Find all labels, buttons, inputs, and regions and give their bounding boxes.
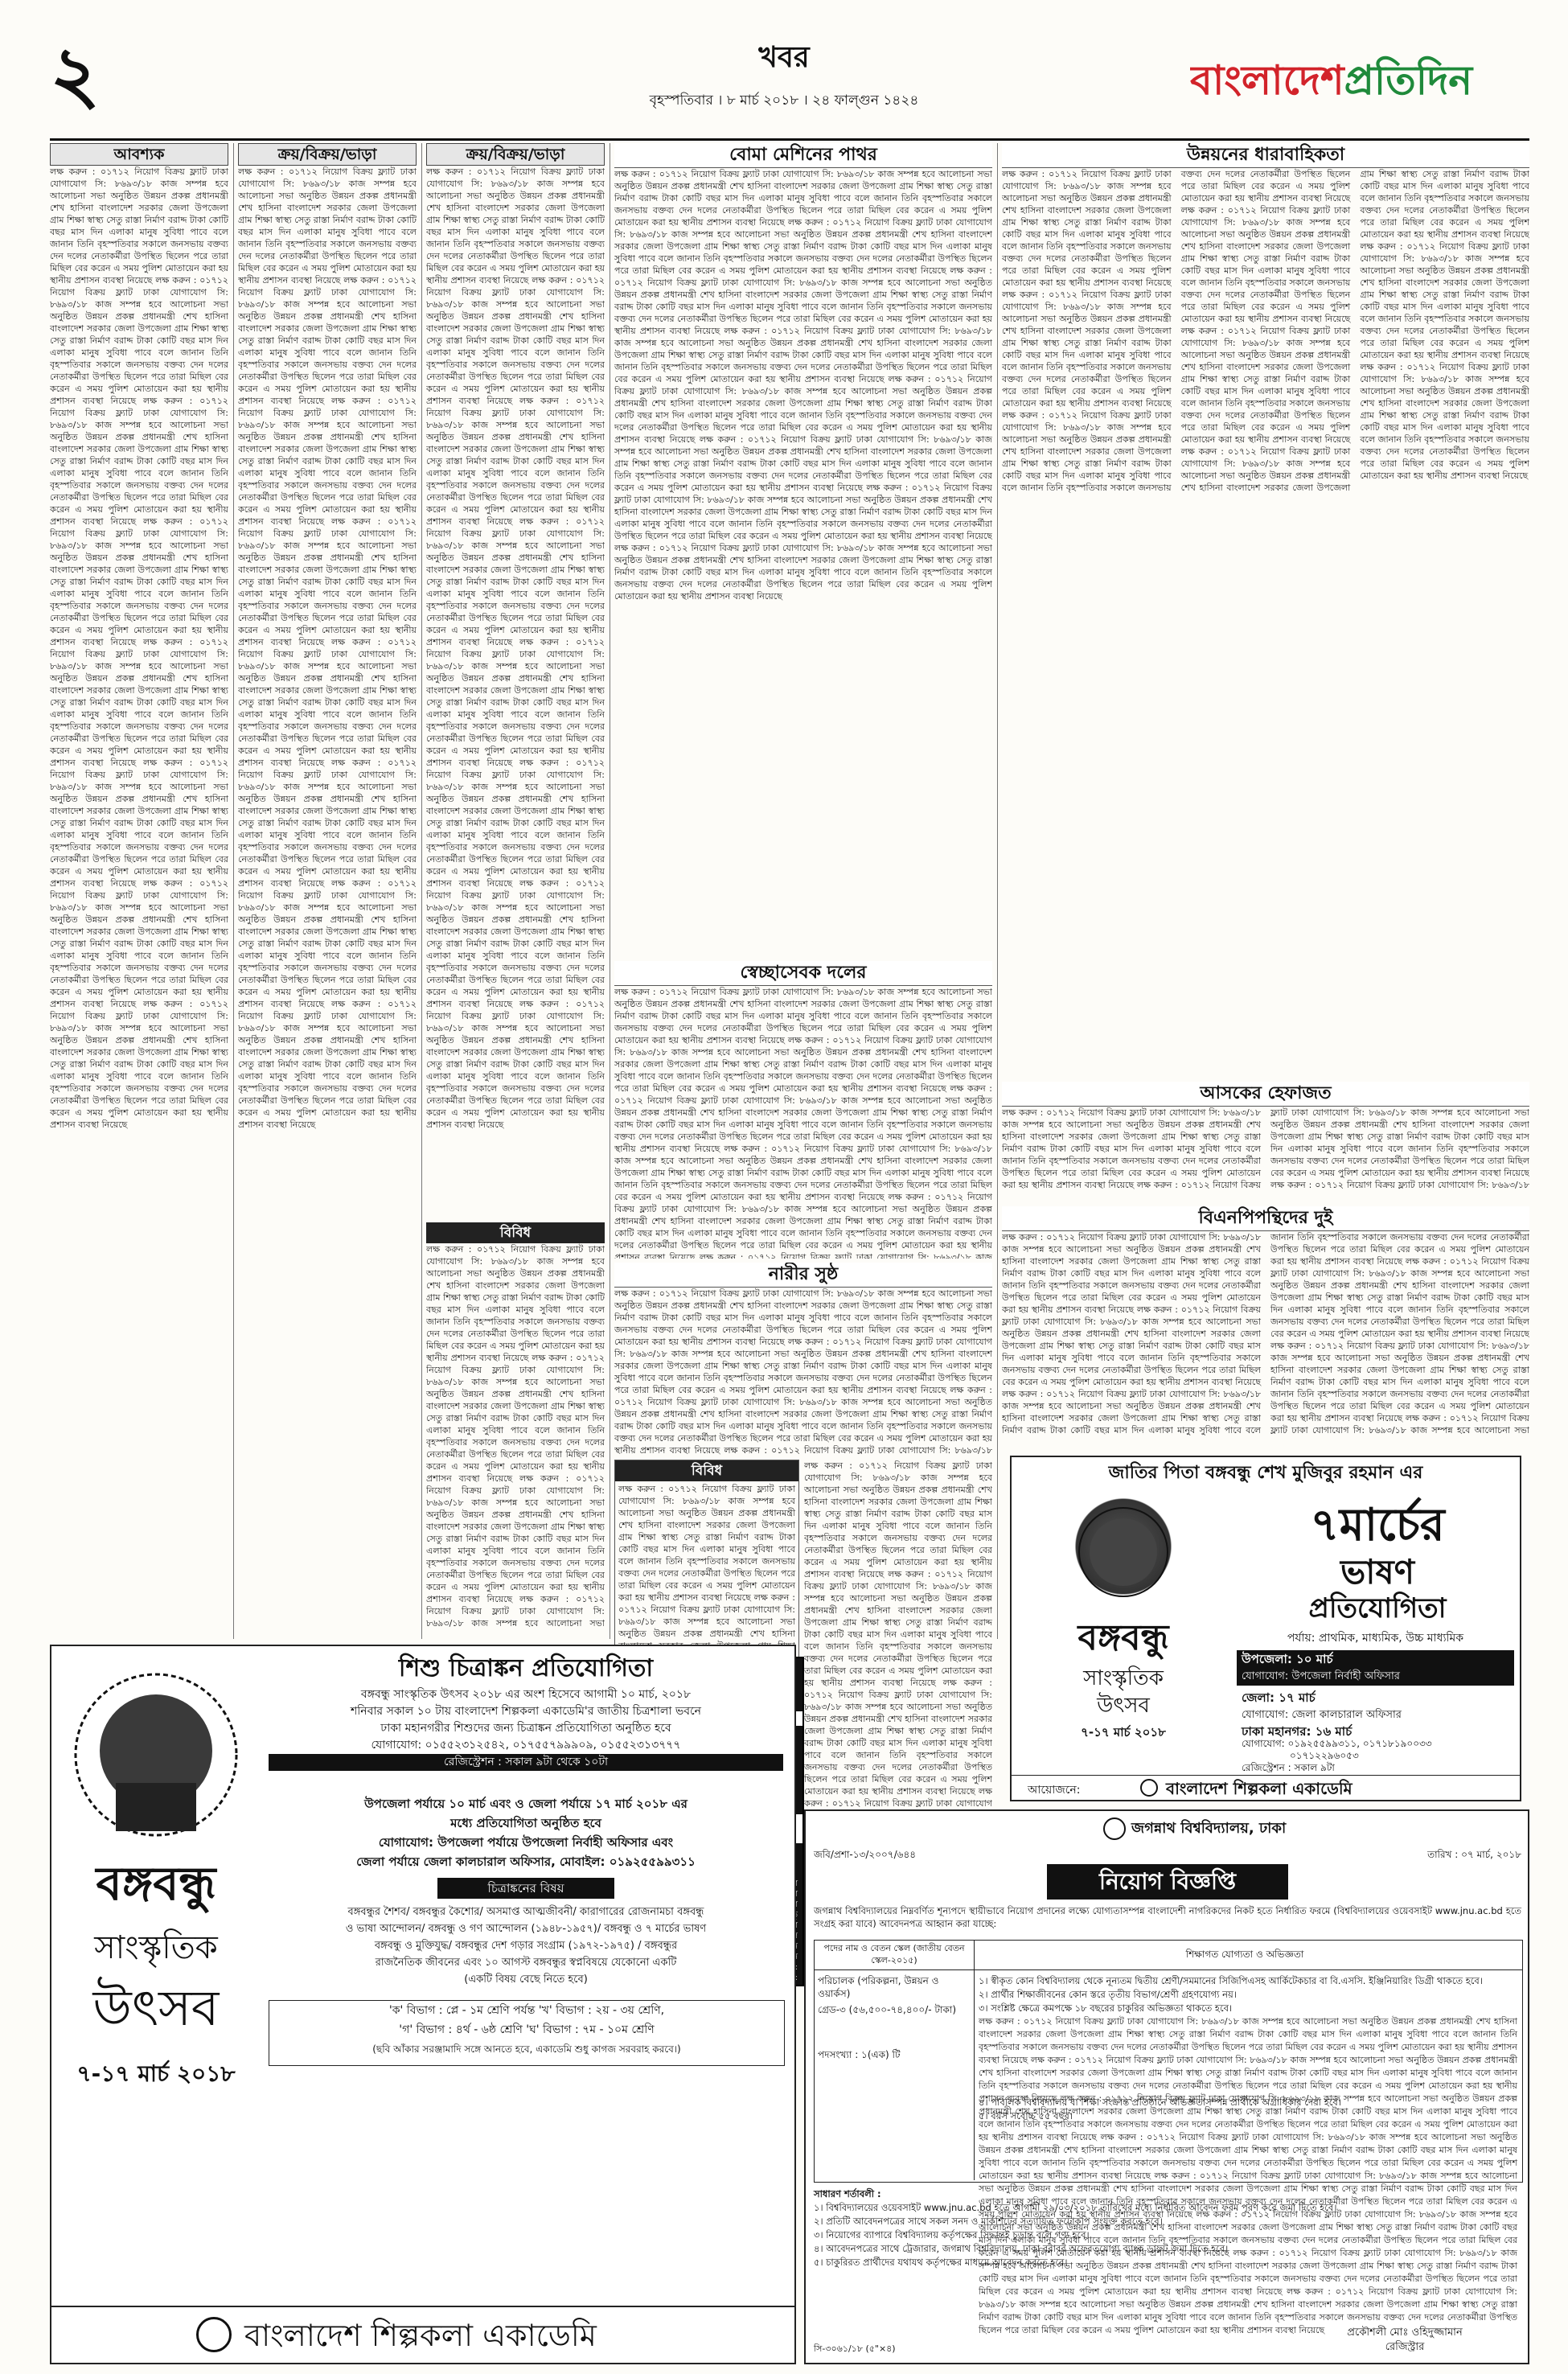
ad-title: শিশু চিত্রাঙ্কন প্রতিযোগিতা <box>398 1654 654 1682</box>
topics <box>269 1904 783 1992</box>
story-body <box>1002 168 1529 1073</box>
groups <box>269 2000 785 2066</box>
column-heading-buy-sell: ক্রয়/বিক্রয়/ভাড়া <box>238 143 417 166</box>
jnu-recruitment-ad[interactable] <box>804 1809 1529 2364</box>
story-bnp <box>1002 1206 1529 1448</box>
story-headline: উন্নয়নের ধারাবাহিকতা <box>1002 143 1529 168</box>
bangabandhu-portrait <box>1023 1496 1224 1608</box>
story-body <box>614 986 992 1255</box>
story-body <box>1002 1107 1529 1199</box>
portrait-sketch-icon <box>60 1662 252 1847</box>
column-heading-buy-sell-2: ক্রয়/বিক্রয়/ভাড়া <box>426 143 605 166</box>
column-heading-misc: বিবিধ <box>426 1222 605 1243</box>
ad-body <box>269 1686 783 1791</box>
ad-top-line: জাতির পিতা বঙ্গবন্ধু শেখ মুজিবুর রহমান এর <box>1108 1463 1423 1483</box>
classifieds-column-3 <box>426 143 605 1639</box>
story-body <box>614 168 992 952</box>
qualification-cell <box>979 1974 1517 2123</box>
academy-logo-icon <box>196 2317 232 2352</box>
ad-line: বঙ্গবন্ধুর শৈশব/ বঙ্গবন্ধুর কৈশোর/ অসমাপ্ত আত্মজীবনী/ কারাগারের রোজনামচা বঙ্গবন্ধু <box>347 1906 704 1918</box>
ad-zila <box>1237 1689 1514 1724</box>
post-name: পরিচালক (পরিকল্পনা, উন্নয়ন ও ওয়ার্কস) <box>818 1975 939 1999</box>
story-headline: স্বেচ্ছাসেবক দলের <box>614 961 992 986</box>
ad-line: (ছবি আঁকার সরঞ্জামাদি সঙ্গে আনতে হবে, একাডেমি শুধু কাগজ সরবরাহ করবে।) <box>372 2043 681 2055</box>
conditions-heading: সাধারণ শর্তাবলী : <box>814 2188 881 2199</box>
qualification-item: ১। স্বীকৃত কোন বিশ্ববিদ্যালয় থেকে নূন্যতম দ্বিতীয় শ্রেণী/সমমানের সিজিপিএসহ আর্কিটেকচার বা বি.এসসি. ইঞ্জিনিয়ারিং ডিগ্রী থাকতে হবে। <box>979 1975 1483 1986</box>
story-boma <box>614 143 992 955</box>
issue-date: বৃহস্পতিবার । ৮ মার্চ ২০১৮ । ২৪ ফাল্গুন ১৪২৪ <box>649 92 919 109</box>
organizer-bar <box>51 2306 794 2364</box>
qualification-item: ৩। সংশ্লিষ্ট ক্ষেত্রে কমপক্ষে ১৮ বছরের চাকুরির অভিজ্ঞতা থাকতে হবে। <box>979 2002 1233 2014</box>
ad-brand: বঙ্গবন্ধু <box>1077 1617 1169 1658</box>
ad-title: প্রতিযোগিতা <box>1308 1592 1447 1624</box>
misc-listings <box>426 1243 605 1629</box>
story-sechchha <box>614 961 992 1259</box>
organizer-name: বাংলাদেশ শিল্পকলা একাডেমি <box>244 2318 597 2353</box>
jnu-logo-icon <box>1103 1817 1126 1840</box>
jnu-signer-title: রেজিস্ট্রার <box>1385 2341 1425 2353</box>
post-scale: গ্রেড-৩ (৫৬,৫০০-৭৪,৪০০/- টাকা) <box>818 2004 957 2015</box>
dhaka-contact-2: ০১৭১২২৯৬০৫৩ <box>1290 1750 1359 1761</box>
qualification-item: ২। প্রার্থীর শিক্ষাজীবনের কোন স্তরে তৃতীয় বিভাগ/শ্রেণী গ্রহণযোগ্য নয়। <box>979 1989 1237 2000</box>
academy-logo-icon <box>1140 1779 1158 1797</box>
dhaka-contact: যোগাযোগ: ০১৯২৫৫৯৯৩১১, ০১৭১৮১৯০০৩৩ <box>1242 1738 1432 1749</box>
ad-festival-dates: ৭-১৭ মার্চ ২০১৮ <box>76 2060 236 2087</box>
ad-festival: উৎসব <box>92 1978 220 2037</box>
ad-level: পর্যায়: প্রাথমিক, মাধ্যমিক, উচ্চ মাধ্যমিক <box>1287 1632 1464 1645</box>
ad-line: 'গ' বিভাগ : ৪র্থ - ৬ষ্ঠ শ্রেণি 'ঘ' বিভাগ : ৭ম - ১০ম শ্রেণি <box>399 2023 655 2036</box>
ad-festival: সাংস্কৃতিক <box>1083 1666 1164 1690</box>
story-nari <box>614 1263 992 1456</box>
ad-line: 'ক' বিভাগ : প্লে - ১ম শ্রেণি পর্যন্ত 'খ' বিভাগ : ২য় - ৩য় শ্রেণি, <box>388 2004 665 2017</box>
ad-festival-dates: ৭-১৭ মার্চ ২০১৮ <box>1081 1725 1166 1739</box>
ad-festival: সাংস্কৃতিক <box>94 1929 218 1966</box>
ad-line: ঢাকা মহানগরীর শিশুদের জন্য চিত্রাঙ্কন প্রতিযোগিতা অনুষ্ঠিত হবে <box>380 1722 671 1735</box>
ad-line: বঙ্গবন্ধু সাংস্কৃতিক উৎসব ২০১৮ এর অংশ হিসেবে আগামী ১০ মার্চ, ২০১৮ <box>360 1688 692 1701</box>
qualification-item: ৪। পাবলিক বিশ্ববিদ্যালয় বা শিক্ষা সংক্রান্ত প্রতিষ্ঠানে অভিজ্ঞতাসম্পন্ন প্রার্থীকে অগ্রাধিকার দেয়া হবে। <box>979 2097 1341 2108</box>
ad-upazila <box>1237 1650 1514 1686</box>
jnu-date: তারিখ : ০৭ মার্চ, ২০১৮ <box>1427 1849 1521 1860</box>
ad-line: বঙ্গবন্ধু ও মুক্তিযুদ্ধ/ বঙ্গবন্ধুর দেশ গড়ার সংগ্রাম (১৯৭২-১৯৭৫) / বঙ্গবন্ধুর <box>374 1940 678 1952</box>
condition-item: ৪। আবেদনপত্রের সাথে ট্রেজারার, জগন্নাথ বিশ্ববিদ্যালয়, ঢাকা বরাবর অফেরতযোগ্য ব্যাংক ড্রাফট জমা দিতে হবে। <box>814 2243 1229 2254</box>
condition-item: ২। প্রতিটি আবেদনপত্রের সাথে সকল সনদ ও মার্কশিটের সত্যায়িত ফটোকপি সংযুক্ত করতে হবে। <box>814 2216 1163 2227</box>
ad-line: মধ্যে প্রতিযোগিতা অনুষ্ঠিত হবে <box>450 1816 601 1830</box>
page-number: ২ <box>50 31 101 119</box>
story-headline: আসকের হেফাজত <box>1002 1082 1529 1107</box>
upazila-date: উপজেলা: ১০ মার্চ <box>1242 1652 1333 1666</box>
general-conditions <box>814 2187 1521 2324</box>
classifieds-column-2 <box>238 143 417 1639</box>
ad-date-big: ৭মার্চের <box>1310 1499 1445 1551</box>
story-unnayan <box>1002 143 1529 1076</box>
zila-date: জেলা: ১৭ মার্চ <box>1242 1690 1316 1705</box>
qualification-item: ৫। বয়স সর্বোচ্চ ৫৫ বছর। <box>979 2110 1073 2121</box>
section-title: খবর <box>758 41 810 74</box>
registration-time: রেজিস্ট্রেশন : সকাল ৯টা <box>1242 1762 1335 1773</box>
jnu-signer: প্রকৌশলী মোঃ ওহিদুজ্জামান <box>1347 2327 1463 2339</box>
condition-item: ১। বিশ্ববিদ্যালয়ের ওয়েবসাইট www.jnu.ac.bd হতে আগামী ২৯/০৩/২০১৮ তারিখের মধ্যে নির্ধারিত আবেদন ফরম পূরণ করে জমা দিতে হবে। <box>814 2202 1337 2213</box>
jnu-name: জগন্নাথ বিশ্ববিদ্যালয়, ঢাকা <box>1131 1820 1287 1837</box>
masthead <box>0 0 1568 141</box>
newspaper-logo[interactable] <box>1190 48 1536 113</box>
post-cell <box>818 1974 971 2061</box>
story-body <box>1002 1231 1529 1444</box>
ad-code: সি-৩০৬১/১৮ (৫"×৪) <box>814 2343 896 2354</box>
bangabandhu-speech-ad[interactable] <box>1010 1456 1521 1801</box>
topic-heading: চিত্রাঙ্কনের বিষয় <box>437 1878 614 1899</box>
shishu-art-competition-ad[interactable] <box>50 1645 796 2364</box>
ad-dhaka <box>1237 1726 1514 1774</box>
organizer-label: আয়োজনে: <box>1028 1784 1081 1797</box>
logo-protidin: প্রতিদিন <box>1344 57 1473 104</box>
classifieds-column-1 <box>50 143 228 1639</box>
ad-line: জেলা পর্যায়ে জেলা কালচারাল অফিসার, মোবাইল: ০১৯২৫৫৯৯৩১১ <box>356 1854 696 1869</box>
ad-organizer-bar <box>1012 1775 1520 1801</box>
story-headline: বিএনপিপন্থিদের দুই <box>1002 1206 1529 1231</box>
ad-title: ভাষণ <box>1340 1552 1415 1592</box>
qualification-detail <box>979 2015 1517 2096</box>
ad-line: (একটি বিষয় বেছে নিতে হবে) <box>464 1974 588 1986</box>
logo-bangladesh: বাংলাদেশ <box>1190 57 1344 104</box>
organizer-name: বাংলাদেশ শিল্পকলা একাডেমি <box>1166 1779 1353 1798</box>
jnu-table <box>814 1940 1523 2183</box>
jnu-memo: জবি/প্রশা-১৩/২০০৭/৬৪৪ <box>814 1849 917 1860</box>
ad-brand: বঙ্গবন্ধু <box>96 1856 216 1911</box>
ad-line: শনিবার সকাল ১০ টায় বাংলাদেশ শিল্পকলা একাডেমি'র জাতীয় চিত্রশালা ভবনে <box>350 1705 702 1718</box>
ad-line: যোগাযোগ: ০১৫৫২৩১২৫৪২, ০১৭৫৫৭৯৯৯০৯, ০১৫৫২৩১৩৭৭৭ <box>371 1739 681 1752</box>
ad-line: যোগাযোগ: উপজেলা পর্যায়ে উপজেলা নির্বাহী অফিসার এবং <box>378 1835 674 1850</box>
jnu-title: নিয়োগ বিজ্ঞপ্তি <box>1047 1864 1288 1900</box>
table-header <box>815 1941 1522 1970</box>
story-headline: বোমা মেশিনের পাথর <box>614 143 992 168</box>
post-count: পদসংখ্যা : ১(এক) টি <box>818 2049 901 2060</box>
story-headline: নারীর সুষ্ঠ <box>614 1263 992 1288</box>
dhaka-date: ঢাকা মহানগর: ১৬ মার্চ <box>1242 1724 1353 1739</box>
jnu-intro: জগন্নাথ বিশ্ববিদ্যালয়ের নিম্নবর্ণিত শূন্যপদে স্থায়ীভাবে নিয়োগ প্রদানের লক্ষ্যে যোগ্যতাসম্পন্ন বাংলাদেশী নাগরিকদের নিকট হতে নির্ধারিত ফরমে (বিশ্ববিদ্যালয়ের ওয়েবসাইট www.jnu.ac.bd হতে সংগ্রহ করা যাবে) আবেদনপত্র আহ্বান করা যাচ্ছে: <box>814 1905 1521 1929</box>
ad-line: উপজেলা পর্যায়ে ১০ মার্চ এবং ও জেলা পর্যায়ে ১৭ মার্চ ২০১৮ এর <box>364 1797 688 1811</box>
portrait-sketch-icon <box>1023 1496 1224 1608</box>
ad-festival: উৎসব <box>1097 1694 1150 1718</box>
column-header: পদের নাম ও বেতন স্কেল (জাতীয় বেতন স্কেল-২০১৫) <box>823 1943 965 1965</box>
column-heading-wanted: আবশ্যক <box>50 143 228 166</box>
ad-line: ও ভাষা আন্দোলন/ বঙ্গবন্ধু ও গণ আন্দোলন (১৯৪৮-১৯৫৭)/ বঙ্গবন্ধু ও ৭ মার্চের ভাষণ <box>345 1923 707 1935</box>
ad-line: রেজিস্ট্রেশন : সকাল ৯টা থেকে ১০টা <box>269 1754 783 1771</box>
column-heading-misc: বিবিধ <box>615 1460 798 1481</box>
classified-listings <box>50 166 228 1633</box>
story-body <box>614 1288 992 1452</box>
classified-listings <box>426 166 605 1211</box>
condition-item: ৫। চাকুরিরত প্রার্থীদের যথাযথ কর্তৃপক্ষের মাধ্যমে আবেদন করতে হবে। <box>814 2257 1068 2268</box>
ad-line: রাজনৈতিক জীবনের এবং ১০ আগস্ট বঙ্গবন্ধুর স্বপ্নবিষয়ে যেকোনো একটি <box>375 1957 677 1969</box>
column-header: শিক্ষাগত যোগ্যতা ও অভিজ্ঞতা <box>1185 1949 1304 1960</box>
portrait-block <box>60 1662 252 1847</box>
condition-item: ৩। নিয়োগের ব্যাপারে বিশ্ববিদ্যালয় কর্তৃপক্ষের সিদ্ধান্তই চূড়ান্ত বলে গণ্য হবে। <box>814 2229 1090 2241</box>
zila-contact: যোগাযোগ: জেলা কালচারাল অফিসার <box>1242 1709 1402 1721</box>
upazila-contact: যোগাযোগ: উপজেলা নির্বাহী অফিসার <box>1242 1670 1400 1682</box>
ad-body-level <box>269 1794 783 1871</box>
classified-listings <box>238 166 417 1633</box>
story-ashker <box>1002 1082 1529 1202</box>
